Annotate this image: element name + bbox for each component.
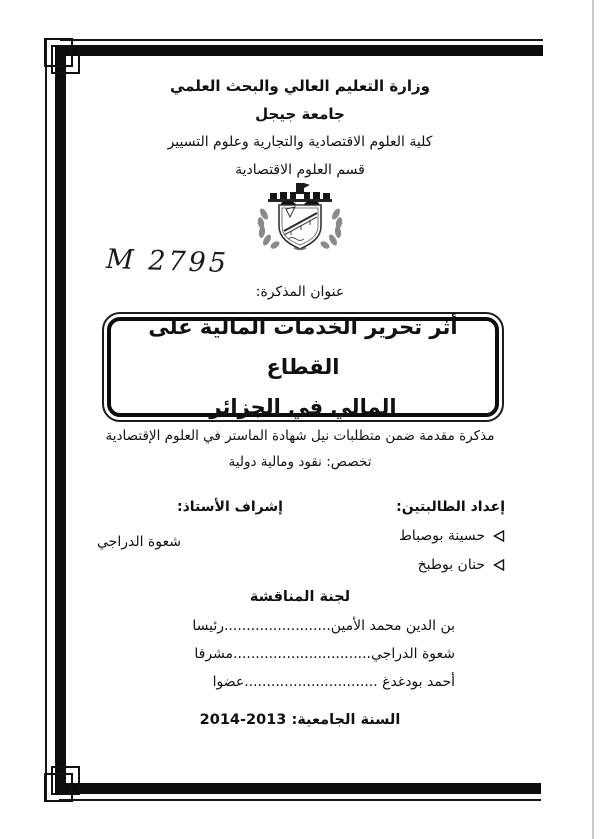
arrow-bullet-icon bbox=[492, 530, 505, 542]
committee-member-name: شعوة الدراجي bbox=[371, 646, 455, 662]
department-name: قسم العلوم الاقتصادية bbox=[235, 162, 365, 178]
university-name: جامعة جيجل bbox=[255, 105, 345, 123]
thesis-title-line2: المالي في الجزائر bbox=[209, 395, 397, 419]
dotted-leader: ........................ bbox=[223, 618, 331, 634]
frame-thin-left bbox=[45, 39, 47, 801]
ministry-name: وزارة التعليم العالي والبحث العلمي bbox=[169, 77, 431, 95]
arrow-bullet-icon bbox=[492, 559, 505, 571]
committee-member-role: عضوا bbox=[212, 674, 245, 690]
student-item bbox=[396, 528, 505, 544]
academic-year-line bbox=[60, 712, 540, 728]
thesis-title-line1: أثر تحرير الخدمات المالية على القطاع bbox=[148, 315, 458, 379]
dotted-leader: ............................... bbox=[233, 646, 372, 662]
dotted-leader: .............................. bbox=[244, 674, 378, 690]
thesis-subtitle: مذكرة مقدمة ضمن متطلبات نيل شهادة الماستر في العلوم الإقتصادية bbox=[105, 428, 495, 444]
student-item bbox=[396, 557, 505, 573]
scan-edge-line bbox=[592, 0, 594, 839]
committee-title: لجنة المناقشة bbox=[249, 589, 351, 605]
thesis-title-box bbox=[102, 312, 504, 422]
committee-member-role: رئيسا bbox=[192, 618, 224, 634]
frame-bar-bottom bbox=[56, 783, 541, 794]
supervisor-name: شعوة الدراجي bbox=[97, 534, 181, 550]
supervision-label: إشراف الأستاذ: bbox=[177, 499, 283, 515]
student-name: حسينة بوصباط bbox=[398, 528, 485, 544]
prepared-by-label: إعداد الطالبتين: bbox=[396, 499, 505, 515]
frame-thin-bottom bbox=[59, 799, 541, 801]
faculty-name: كلية العلوم الاقتصادية والتجارية وعلوم التسيير bbox=[167, 134, 433, 150]
academic-year-value: 2014-2013 bbox=[199, 712, 287, 728]
handwritten-reference-number: M 2795 bbox=[105, 243, 230, 280]
committee-member-name: بن الدين محمد الأمين bbox=[330, 618, 455, 634]
frame-corner-ornament-top-left-inner bbox=[51, 45, 80, 74]
institution-header bbox=[60, 72, 540, 184]
committee-member-row bbox=[192, 668, 455, 696]
specialty-line: تخصص: نقود ومالية دولية bbox=[228, 454, 372, 470]
student-name: حنان بوطبخ bbox=[417, 557, 485, 573]
prepared-by-section bbox=[396, 499, 505, 573]
memo-title-label: عنوان المذكرة: bbox=[255, 284, 345, 300]
academic-year-label: السنة الجامعية: bbox=[291, 712, 401, 728]
committee-member-row bbox=[192, 612, 455, 640]
frame-thin-top bbox=[60, 39, 543, 41]
frame-corner-ornament-bottom-left-inner bbox=[51, 766, 80, 795]
frame-bar-top bbox=[56, 45, 543, 56]
thesis-title bbox=[107, 317, 499, 417]
committee-member-row bbox=[192, 640, 455, 668]
committee-member-name: أحمد بودغدغ bbox=[377, 674, 455, 690]
university-crest-icon bbox=[250, 182, 350, 252]
committee-member-role: مشرفا bbox=[194, 646, 234, 662]
committee-list bbox=[192, 612, 455, 696]
